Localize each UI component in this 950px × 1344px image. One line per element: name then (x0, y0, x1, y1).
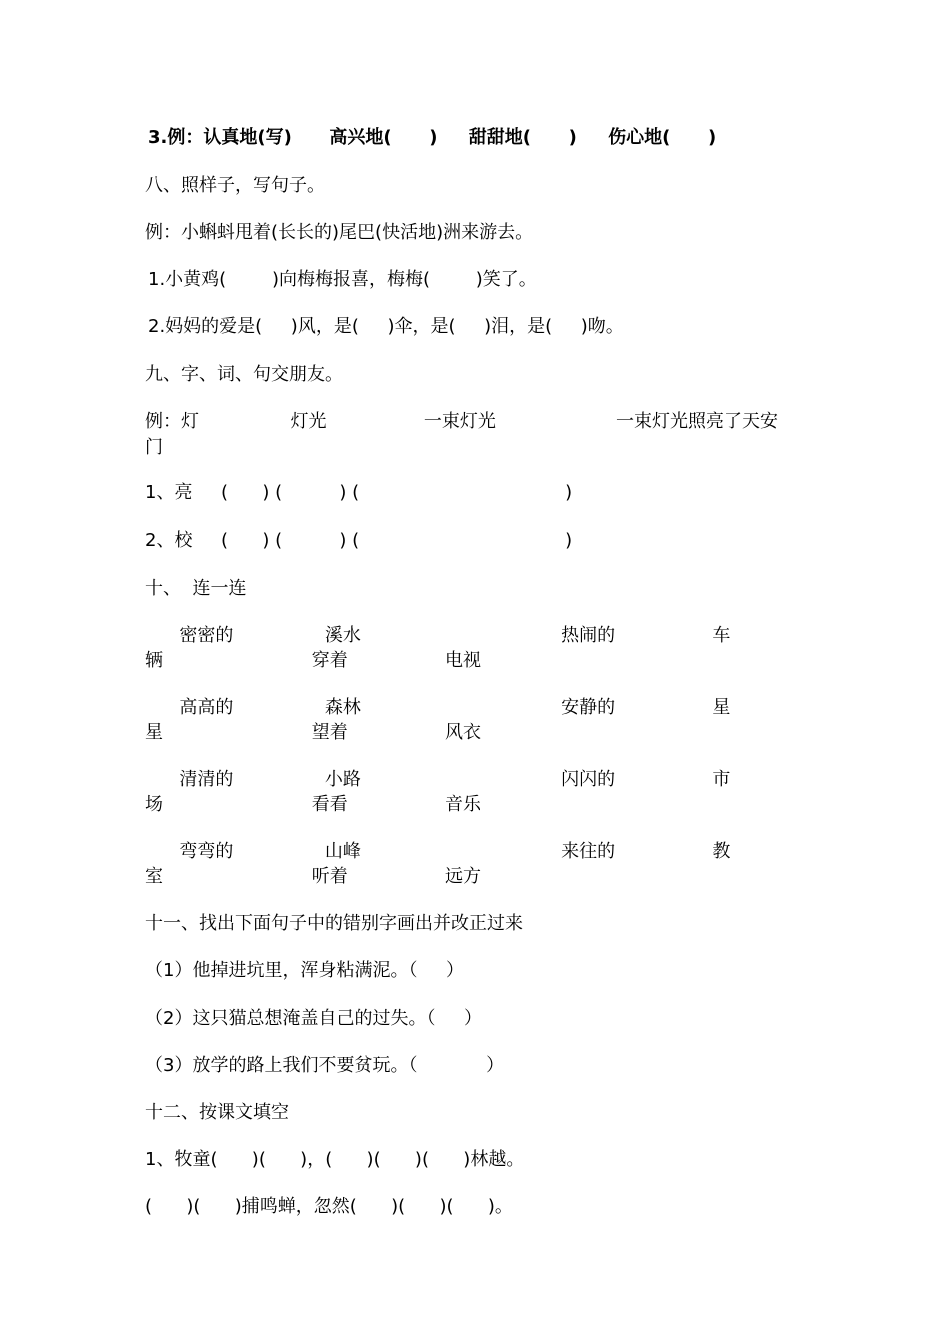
section-9-heading: 九、字、词、句交朋友。 (145, 364, 343, 385)
match-row-4-wrap: 室 听着 远方 (145, 866, 482, 887)
match-row-3: 清清的 小路 闪闪的 市 (145, 769, 731, 790)
section-11-item-3: （3）放学的路上我们不要贫玩。（ ） (145, 1055, 505, 1076)
match-row-1-wrap: 辆 穿着 电视 (145, 650, 482, 671)
line-exercise-3: 3.例：认真地(写) 高兴地( ) 甜甜地( ) 伤心地( ) (148, 127, 717, 148)
section-8-example: 例：小蝌蚪甩着(长长的)尾巴(快活地)洲来游去。 (145, 222, 534, 243)
section-9-example-wrap: 门 (145, 437, 163, 458)
section-12-heading: 十二、按课文填空 (145, 1102, 289, 1123)
section-10-heading: 十、 连一连 (145, 578, 247, 599)
section-8-item-1: 1.小黄鸡( )向梅梅报喜，梅梅( )笑了。 (148, 269, 537, 290)
section-11-heading: 十一、找出下面句子中的错别字画出并改正过来 (145, 913, 523, 934)
section-12-item-1: 1、牧童( )( )，( )( )( )林越。 (145, 1149, 525, 1170)
section-8-heading: 八、照样子，写句子。 (145, 175, 325, 196)
section-9-item-2: 2、校 ( ) ( ) ( ) (145, 530, 573, 551)
section-8-item-2: 2.妈妈的爱是( )风，是( )伞，是( )泪，是( )吻。 (148, 316, 624, 337)
section-9-item-1: 1、亮 ( ) ( ) ( ) (145, 482, 573, 503)
section-11-item-1: （1）他掉进坑里，浑身粘满泥。（ ） (145, 960, 465, 981)
section-12-item-1-cont: ( )( )捕鸣蝉，忽然( )( )( )。 (145, 1196, 513, 1217)
section-9-example: 例：灯 灯光 一束灯光 一束灯光照亮了天安 (145, 411, 778, 432)
match-row-3-wrap: 场 看看 音乐 (145, 794, 482, 815)
match-row-2-wrap: 星 望着 风衣 (145, 722, 482, 743)
match-row-1: 密密的 溪水 热闹的 车 (145, 625, 731, 646)
section-11-item-2: （2）这只猫总想淹盖自己的过失。（ ） (145, 1008, 483, 1029)
match-row-2: 高高的 森林 安静的 星 (145, 697, 731, 718)
match-row-4: 弯弯的 山峰 来往的 教 (145, 841, 731, 862)
